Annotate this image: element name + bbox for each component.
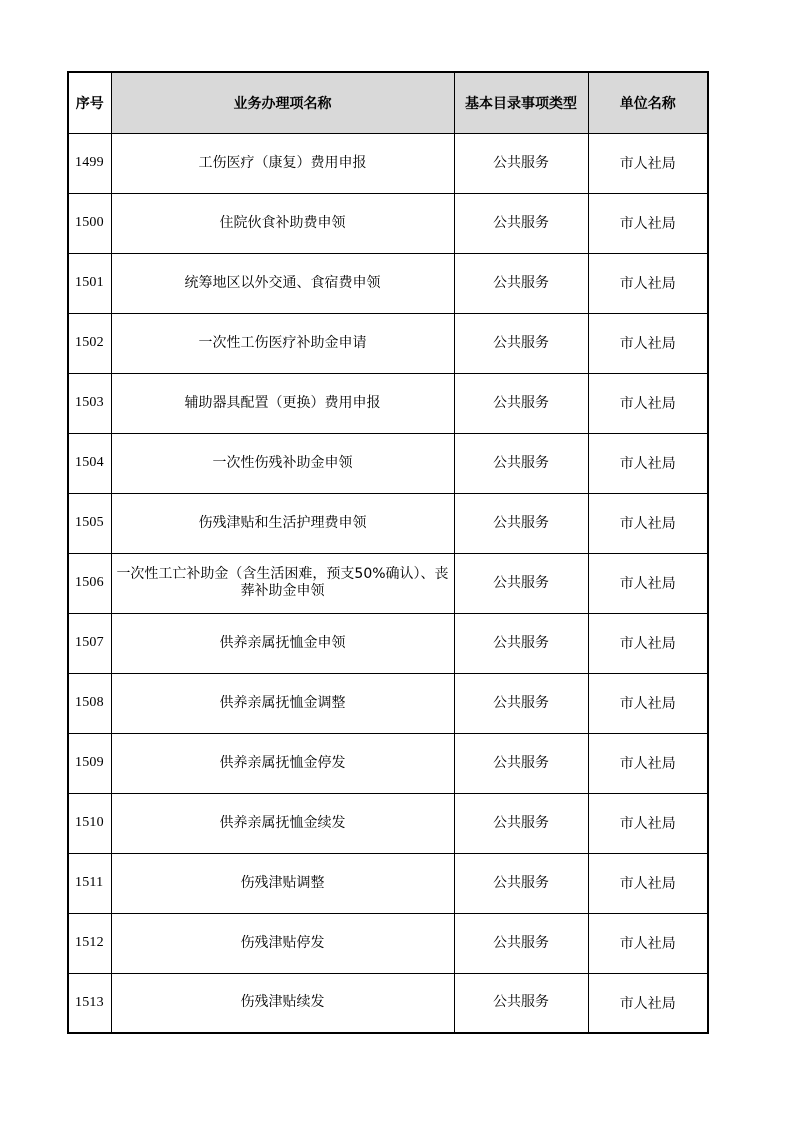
cell-item-name: 供养亲属抚恤金申领: [111, 613, 454, 673]
table-row: [68, 553, 708, 613]
table-row: [68, 253, 708, 313]
cell-item-name: 统筹地区以外交通、食宿费申领: [111, 253, 454, 313]
table-row: [68, 133, 708, 193]
table-row: [68, 433, 708, 493]
cell-seq: 1501: [68, 253, 111, 313]
cell-item-name: 供养亲属抚恤金续发: [111, 793, 454, 853]
cell-item-name: 供养亲属抚恤金调整: [111, 673, 454, 733]
cell-item-name: 住院伙食补助费申领: [111, 193, 454, 253]
cell-item-name: 一次性工亡补助金（含生活困难，预支50%确认）、丧葬补助金申领: [111, 553, 454, 613]
table-row: [68, 733, 708, 793]
cell-seq: 1505: [68, 493, 111, 553]
table-row: [68, 613, 708, 673]
cell-unit-name: 市人社局: [588, 973, 708, 1033]
cell-item-type: 公共服务: [454, 553, 588, 613]
cell-seq: 1500: [68, 193, 111, 253]
table-row: [68, 973, 708, 1033]
cell-item-name: 供养亲属抚恤金停发: [111, 733, 454, 793]
table-row: [68, 493, 708, 553]
table-row: [68, 853, 708, 913]
cell-seq: 1503: [68, 373, 111, 433]
cell-unit-name: 市人社局: [588, 913, 708, 973]
cell-seq: 1499: [68, 133, 111, 193]
cell-item-type: 公共服务: [454, 853, 588, 913]
cell-unit-name: 市人社局: [588, 253, 708, 313]
cell-item-name: 伤残津贴和生活护理费申领: [111, 493, 454, 553]
cell-item-name: 一次性工伤医疗补助金申请: [111, 313, 454, 373]
cell-item-type: 公共服务: [454, 493, 588, 553]
service-items-table: [67, 71, 709, 1034]
cell-unit-name: 市人社局: [588, 133, 708, 193]
cell-seq: 1509: [68, 733, 111, 793]
cell-item-type: 公共服务: [454, 313, 588, 373]
cell-unit-name: 市人社局: [588, 673, 708, 733]
header-item-name: 业务办理项名称: [111, 72, 454, 133]
cell-unit-name: 市人社局: [588, 313, 708, 373]
cell-item-type: 公共服务: [454, 673, 588, 733]
table-row: [68, 313, 708, 373]
table-row: [68, 373, 708, 433]
table-row: [68, 193, 708, 253]
cell-unit-name: 市人社局: [588, 793, 708, 853]
cell-seq: 1502: [68, 313, 111, 373]
table-row: [68, 793, 708, 853]
cell-seq: 1504: [68, 433, 111, 493]
cell-unit-name: 市人社局: [588, 433, 708, 493]
cell-item-name: 工伤医疗（康复）费用申报: [111, 133, 454, 193]
cell-item-name: 一次性伤残补助金申领: [111, 433, 454, 493]
cell-item-name: 伤残津贴停发: [111, 913, 454, 973]
cell-seq: 1513: [68, 973, 111, 1033]
cell-seq: 1508: [68, 673, 111, 733]
cell-item-type: 公共服务: [454, 793, 588, 853]
cell-unit-name: 市人社局: [588, 493, 708, 553]
header-item-type: 基本目录事项类型: [454, 72, 588, 133]
cell-item-type: 公共服务: [454, 733, 588, 793]
cell-unit-name: 市人社局: [588, 733, 708, 793]
cell-seq: 1511: [68, 853, 111, 913]
table-header-row: [68, 72, 708, 133]
cell-unit-name: 市人社局: [588, 193, 708, 253]
cell-item-type: 公共服务: [454, 973, 588, 1033]
header-unit-name: 单位名称: [588, 72, 708, 133]
cell-seq: 1507: [68, 613, 111, 673]
cell-item-name: 伤残津贴调整: [111, 853, 454, 913]
cell-item-type: 公共服务: [454, 373, 588, 433]
cell-seq: 1512: [68, 913, 111, 973]
cell-item-type: 公共服务: [454, 433, 588, 493]
cell-unit-name: 市人社局: [588, 613, 708, 673]
cell-item-type: 公共服务: [454, 133, 588, 193]
cell-item-type: 公共服务: [454, 913, 588, 973]
cell-unit-name: 市人社局: [588, 373, 708, 433]
table-row: [68, 673, 708, 733]
cell-item-name: 伤残津贴续发: [111, 973, 454, 1033]
cell-item-type: 公共服务: [454, 613, 588, 673]
table-row: [68, 913, 708, 973]
cell-item-type: 公共服务: [454, 193, 588, 253]
header-seq: 序号: [68, 72, 111, 133]
cell-seq: 1510: [68, 793, 111, 853]
cell-item-type: 公共服务: [454, 253, 588, 313]
cell-unit-name: 市人社局: [588, 553, 708, 613]
cell-seq: 1506: [68, 553, 111, 613]
cell-unit-name: 市人社局: [588, 853, 708, 913]
document-sheet: [67, 71, 707, 1035]
cell-item-name: 辅助器具配置（更换）费用申报: [111, 373, 454, 433]
